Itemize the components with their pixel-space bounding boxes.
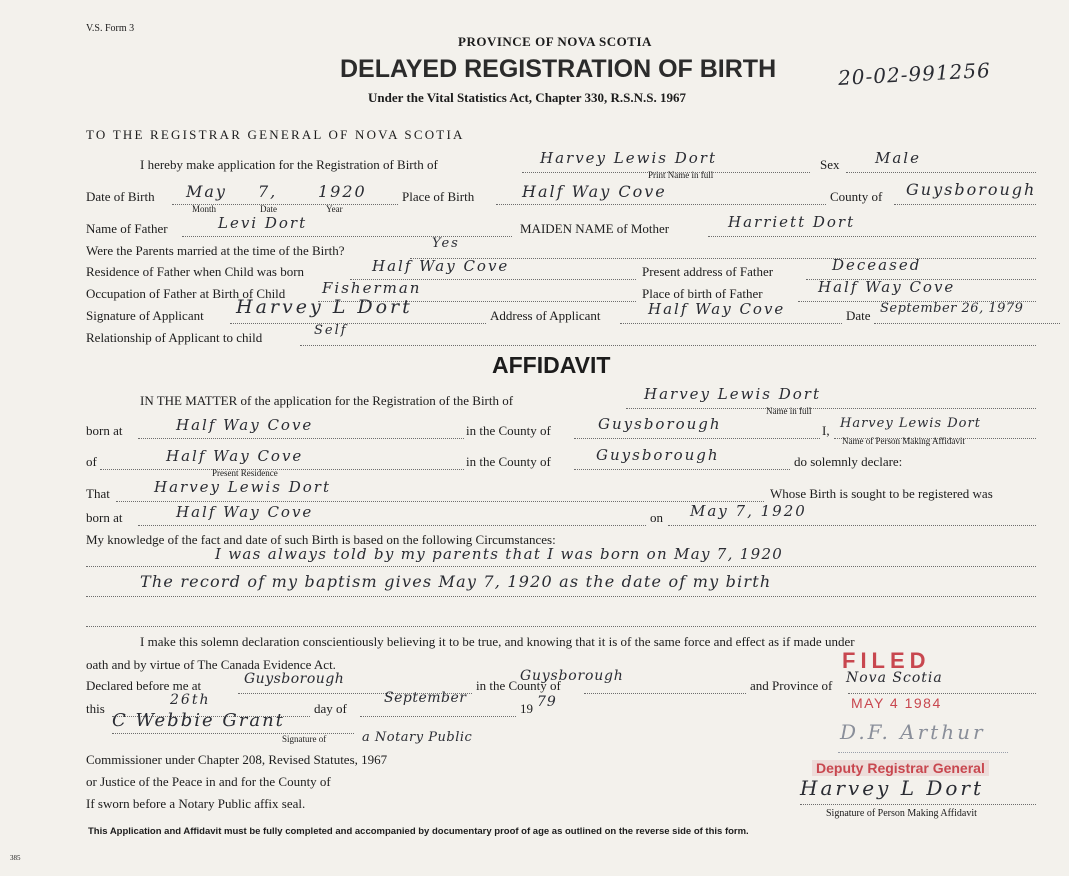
married-value: Yes xyxy=(432,236,460,251)
child-name-value: Harvey Lewis Dort xyxy=(540,149,717,167)
footer-note: This Application and Affidavit must be fully completed and accompanied by documentary proof of age as outlined on the reverse side of this form. xyxy=(88,826,749,837)
deputy-signature: D.F. Arthur xyxy=(840,720,986,744)
residence-value: Half Way Cove xyxy=(166,447,304,465)
solemn-line-1: I make this solemn declaration conscientiously believing it to be true, and knowing that it is of the same force and effect as if made under xyxy=(140,634,855,649)
father-value: Levi Dort xyxy=(218,214,308,232)
signature-label: Signature of Applicant xyxy=(86,308,204,323)
dob-label: Date of Birth xyxy=(86,189,155,204)
born-at-label: born at xyxy=(86,423,123,438)
solemn-line-2: oath and by virtue of The Canada Evidence Act. xyxy=(86,657,336,672)
applicant-signature: Harvey L Dort xyxy=(236,296,413,318)
commissioner-line: Commissioner under Chapter 208, Revised Statutes, 1967 xyxy=(86,752,388,767)
month-hint: Month xyxy=(192,204,217,214)
province-value: Nova Scotia xyxy=(846,670,943,686)
deputy-registrar-stamp: Deputy Registrar General xyxy=(812,760,989,776)
matter-label: IN THE MATTER of the application for the Registration of the Birth of xyxy=(140,393,514,408)
pob-label: Place of Birth xyxy=(402,189,475,204)
day-of-label: day of xyxy=(314,701,347,716)
affiant-signature: Harvey L Dort xyxy=(800,776,985,800)
justice-line: or Justice of the Peace in and for the County of xyxy=(86,774,331,789)
sex-label: Sex xyxy=(820,157,840,172)
born-at-value-2: Half Way Cove xyxy=(176,503,314,521)
year-prefix: 19 xyxy=(520,701,533,716)
occupation-value: Fisherman xyxy=(322,279,422,297)
year-suffix: 79 xyxy=(537,694,557,710)
this-label: this xyxy=(86,701,105,716)
dob-day-value: 7, xyxy=(258,182,278,201)
print-name-hint: Print Name in full xyxy=(648,170,714,180)
filed-stamp: FILED xyxy=(842,648,931,673)
relationship-value: Self xyxy=(314,323,348,338)
signature-of-label: Signature of xyxy=(282,734,327,744)
married-label: Were the Parents married at the time of the Birth? xyxy=(86,243,345,258)
of-label: of xyxy=(86,454,97,469)
sex-value: Male xyxy=(875,149,921,167)
present-address-value: Deceased xyxy=(832,256,922,274)
circumstance-line-1: I was always told by my parents that I was born on May 7, 1920 xyxy=(215,545,784,563)
affiant-signature-label: Signature of Person Making Affidavit xyxy=(826,808,977,819)
name-in-full-hint: Name in full xyxy=(766,406,812,416)
county-value-2: Guysborough xyxy=(596,446,720,464)
residence-hint: Present Residence xyxy=(212,468,278,478)
addressee-line: TO THE REGISTRAR GENERAL OF NOVA SCOTIA xyxy=(86,127,465,142)
relationship-label: Relationship of Applicant to child xyxy=(86,330,263,345)
affidavit-heading: AFFIDAVIT xyxy=(492,352,611,378)
knowledge-label: My knowledge of the fact and date of such Birth is based on the following Circumstances: xyxy=(86,532,556,547)
affidavit-name-value: Harvey Lewis Dort xyxy=(644,385,821,403)
mother-value: Harriett Dort xyxy=(728,213,856,231)
on-date-value: May 7, 1920 xyxy=(690,502,807,520)
father-birthplace-value: Half Way Cove xyxy=(818,278,956,296)
county-value-3: Guysborough xyxy=(520,668,624,684)
residence-father-label: Residence of Father when Child was born xyxy=(86,264,305,279)
county-value: Guysborough xyxy=(906,180,1037,199)
present-address-label: Present address of Father xyxy=(642,264,774,279)
pob-value: Half Way Cove xyxy=(522,182,667,201)
born-at-value: Half Way Cove xyxy=(176,416,314,434)
i-label: I, xyxy=(822,423,830,438)
notary-value: a Notary Public xyxy=(362,730,473,745)
application-label: I hereby make application for the Registration of Birth of xyxy=(140,157,438,172)
sworn-line: If sworn before a Notary Public affix seal. xyxy=(86,796,306,811)
commissioner-signature: C Webbie Grant xyxy=(112,710,285,731)
in-county-label-2: in the County of xyxy=(466,454,551,469)
mother-label: MAIDEN NAME of Mother xyxy=(520,221,670,236)
that-name-value: Harvey Lewis Dort xyxy=(154,478,331,496)
province-label: and Province of xyxy=(750,678,833,693)
affiant-name-value: Harvey Lewis Dort xyxy=(840,416,981,431)
dob-month-value: May xyxy=(186,182,227,201)
day-value: 26th xyxy=(170,692,211,708)
form-number: V.S. Form 3 xyxy=(86,23,135,34)
born-at-label-2: born at xyxy=(86,510,123,525)
father-birthplace-label: Place of birth of Father xyxy=(642,286,763,301)
filed-date-stamp: MAY 4 1984 xyxy=(851,695,942,711)
date-hint: Date xyxy=(260,204,277,214)
whose-birth-label: Whose Birth is sought to be registered was xyxy=(770,486,993,501)
that-label: That xyxy=(86,486,110,501)
county-label: County of xyxy=(830,189,883,204)
application-date-value: September 26, 1979 xyxy=(880,301,1024,316)
residence-father-value: Half Way Cove xyxy=(372,257,510,275)
declared-at-value: Guysborough xyxy=(244,671,345,687)
on-label: on xyxy=(650,510,663,525)
registration-number: 20-02-991256 xyxy=(837,58,992,90)
county-value-1: Guysborough xyxy=(598,415,722,433)
declare-label: do solemnly declare: xyxy=(794,454,903,469)
in-county-label-1: in the County of xyxy=(466,423,551,438)
declared-label: Declared before me at xyxy=(86,678,202,693)
applicant-address-label: Address of Applicant xyxy=(490,308,601,323)
applicant-address-value: Half Way Cove xyxy=(648,300,786,318)
form-subtitle: Under the Vital Statistics Act, Chapter 330, R.S.N.S. 1967 xyxy=(368,90,687,105)
father-label: Name of Father xyxy=(86,221,168,236)
dob-year-value: 1920 xyxy=(318,182,367,201)
circumstance-line-2: The record of my baptism gives May 7, 1920 as the date of my birth xyxy=(140,572,772,591)
province-heading: PROVINCE OF NOVA SCOTIA xyxy=(458,34,652,49)
month-value: September xyxy=(384,690,467,706)
date-label: Date xyxy=(846,308,871,323)
in-county-label-3: in the County of xyxy=(476,678,561,693)
year-hint: Year xyxy=(326,204,343,214)
print-code: 385 xyxy=(10,854,21,862)
affiant-hint: Name of Person Making Affidavit xyxy=(842,436,965,446)
form-title: DELAYED REGISTRATION OF BIRTH xyxy=(340,55,777,83)
occupation-label: Occupation of Father at Birth of Child xyxy=(86,286,286,301)
